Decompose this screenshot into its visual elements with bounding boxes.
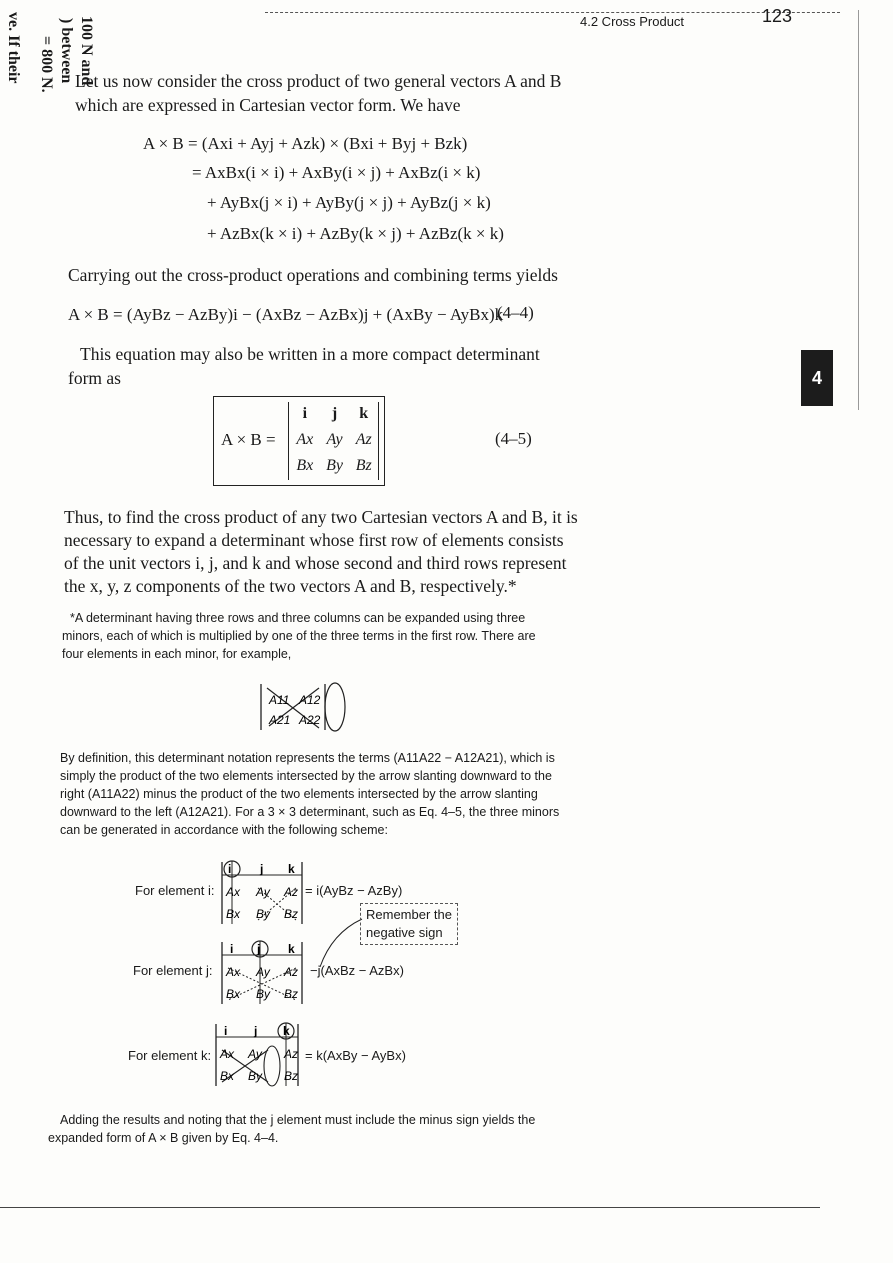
scheme-cell: j [257, 942, 261, 956]
scheme-cell: Az [284, 885, 299, 899]
matrix-cell: j [331, 405, 338, 422]
matrix-cell: Ay [326, 431, 343, 448]
closing-line: expanded form of A × B given by Eq. 4–4. [48, 1131, 279, 1145]
thus-line: of the unit vectors i, j, and k and whose second and third rows represent [64, 553, 567, 573]
thus-line: the x, y, z components of the two vectors A and B, respectively.* [64, 576, 517, 596]
scheme-cell: j [254, 1024, 258, 1038]
scheme-cell: i [224, 1024, 228, 1038]
remember-note [360, 903, 458, 945]
chapter-tab: 4 [801, 350, 833, 406]
determinant-bar-right [378, 402, 379, 480]
scheme-result-k: = k(AxBy − AyBx) [305, 1048, 406, 1063]
minor-example [255, 680, 350, 735]
remember-pointer [312, 915, 367, 970]
expansion-line: + AzBx(k × i) + AzBy(k × j) + AzBz(k × k) [207, 224, 504, 243]
scheme-cell: Ax [220, 1047, 235, 1061]
footnote-line: minors, each of which is multiplied by one of the three terms in the first row. There are [62, 629, 536, 643]
expansion-line: A × B = (Axi + Ayj + Azk) × (Bxi + Byj + Bzk) [143, 134, 468, 153]
scheme-cell: Bx [226, 987, 241, 1001]
scheme-label-j: For element j: [133, 963, 213, 978]
section-title: 4.2 Cross Product [580, 14, 685, 29]
definition-line: downward to the left (A12A21). For a 3 × 3 determinant, such as Eq. 4–5, the three minors [60, 805, 560, 819]
matrix-cell: Bz [355, 457, 372, 474]
scheme-cell: By [256, 907, 271, 921]
margin-line: ve. If their [5, 12, 22, 84]
remember-line: negative sign [366, 925, 443, 940]
minor-cell: A21 [269, 713, 291, 727]
scheme-cell: Ax [226, 965, 241, 979]
footnote-line: four elements in each minor, for example, [62, 647, 292, 661]
equation-4-4: A × B = (AyBz − AzBy)i − (AxBz − AzBx)j + (AxBy − AyBx)k [68, 305, 504, 324]
footer-rule [0, 1207, 820, 1208]
expansion-line: + AyBx(j × i) + AyBy(j × j) + AyBz(j × k) [207, 193, 491, 212]
scheme-cell: Ay [248, 1047, 262, 1061]
thus-line: Thus, to find the cross product of any two Cartesian vectors A and B, it is [64, 507, 578, 527]
matrix-cell: Ax [296, 431, 314, 448]
scheme-cell: By [256, 987, 271, 1001]
carrying-text: Carrying out the cross-product operations and combining terms yields [68, 265, 558, 285]
scheme-cell: k [283, 1024, 290, 1038]
scheme-determinant-k [212, 1020, 312, 1092]
minor-cell: A22 [299, 713, 321, 727]
definition-line: simply the product of the two elements intersected by the arrow slanting downward to the [60, 769, 552, 783]
header-rule [265, 12, 840, 13]
footnote-line: *A determinant having three rows and three columns can be expanded using three [70, 611, 526, 625]
scheme-result-j: −j(AxBz − AzBx) [310, 963, 404, 978]
scheme-result-i: = i(AyBz − AzBy) [305, 883, 403, 898]
intro-line: which are expressed in Cartesian vector form. We have [75, 95, 461, 115]
scheme-cell: Ay [256, 965, 270, 979]
intro-line: Let us now consider the cross product of two general vectors A and B [75, 71, 562, 91]
compact-line: form as [68, 368, 121, 388]
margin-line: 100 N and [78, 16, 95, 86]
equation-number: (4–5) [495, 429, 532, 448]
scheme-label-i: For element i: [135, 883, 215, 898]
scheme-cell: Bz [284, 987, 299, 1001]
matrix-cell: Az [355, 431, 372, 448]
scheme-cell: By [248, 1069, 263, 1083]
minor-cell: A11 [269, 693, 290, 707]
thus-line: necessary to expand a determinant whose first row of elements consists [64, 530, 564, 550]
compact-line: This equation may also be written in a more compact determinant [80, 344, 540, 364]
determinant-matrix [290, 401, 378, 479]
page-edge-rule [858, 10, 859, 410]
scheme-cell: Bx [226, 907, 241, 921]
scheme-cell: Az [284, 1047, 299, 1061]
definition-line: can be generated in accordance with the following scheme: [60, 823, 388, 837]
determinant-bar-left [288, 402, 289, 480]
determinant-label: A × B = [221, 430, 276, 449]
matrix-cell: i [302, 405, 308, 422]
scheme-cell: Az [284, 965, 299, 979]
scheme-determinant-i [218, 858, 318, 930]
scheme-cell: Bx [220, 1069, 235, 1083]
scheme-cell: k [288, 942, 295, 956]
definition-line: By definition, this determinant notation represents the terms (A11A22 − A12A21), which is [60, 751, 555, 765]
scheme-cell: i [230, 942, 234, 956]
scheme-determinant-j [218, 938, 318, 1010]
matrix-cell: Bx [296, 457, 314, 474]
matrix-cell: By [326, 457, 343, 474]
scheme-cell: Bz [284, 1069, 299, 1083]
closing-line: Adding the results and noting that the j element must include the minus sign yields the [60, 1113, 536, 1127]
scheme-cell: j [260, 862, 264, 876]
remember-line: Remember the [366, 907, 452, 922]
definition-line: right (A11A22) minus the product of the two elements intersected by the arrow slanting [60, 787, 538, 801]
scheme-cell: k [288, 862, 295, 876]
matrix-cell: k [359, 405, 369, 422]
scheme-cell: Ax [226, 885, 241, 899]
expansion-line: = AxBx(i × i) + AxBy(i × j) + AxBz(i × k) [192, 163, 481, 182]
page-number: 123 [762, 6, 793, 26]
margin-line: ) between [58, 18, 75, 84]
scheme-cell: Bz [284, 907, 299, 921]
equation-number: (4–4) [497, 303, 534, 322]
minor-cell: A12 [299, 693, 321, 707]
scheme-cell: Ay [256, 885, 270, 899]
scheme-cell: i [228, 862, 232, 876]
margin-line: = 800 N. [38, 36, 55, 93]
scheme-label-k: For element k: [128, 1048, 212, 1063]
